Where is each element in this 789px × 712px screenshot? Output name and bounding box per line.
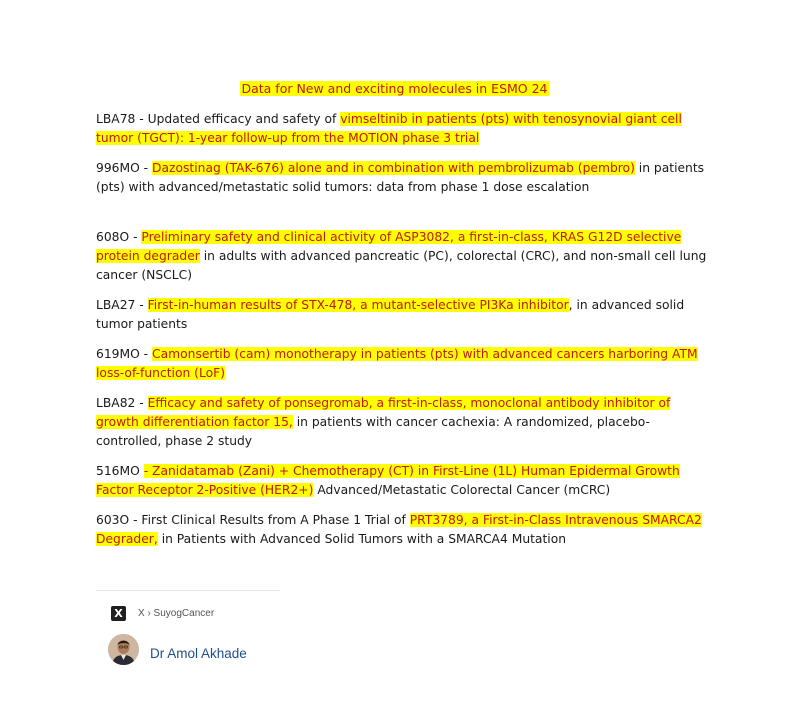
abstract-code: LBA27 xyxy=(96,298,136,312)
source-divider xyxy=(96,590,280,591)
abstract-text-tail: in patients with cancer cachexia: A randomized, placebo-controlled, phase 2 study xyxy=(96,415,650,448)
abstract-highlight: - Zanidatamab (Zani) + Chemotherapy (CT) in First-Line (1L) Human Epidermal Growth Factor Receptor 2-Positive (HER2+) xyxy=(96,464,680,497)
abstract-text: - First Clinical Results from A Phase 1 Trial of xyxy=(129,513,410,527)
abstract-entry-lba78 xyxy=(96,110,708,148)
abstract-entry-lba27 xyxy=(96,296,708,334)
abstract-text: - Updated efficacy and safety of xyxy=(135,112,341,126)
abstract-entry-516mo xyxy=(96,462,708,500)
abstract-code: 516MO xyxy=(96,464,140,478)
abstract-text-tail: , in advanced solid tumor patients xyxy=(96,298,685,331)
abstract-highlight: Dazostinag (TAK-676) alone and in combination with pembrolizumab (pembro) xyxy=(152,161,635,175)
abstract-entry-619mo xyxy=(96,345,708,383)
abstract-text-tail: in adults with advanced pancreatic (PC), colorectal (CRC), and non-small cell lung cancer (NSCLC) xyxy=(96,249,707,282)
document-title-text: Data for New and exciting molecules in ESMO 24 xyxy=(241,81,548,96)
source-link[interactable]: X › SuyogCancer xyxy=(138,608,215,619)
abstract-entry-603o xyxy=(96,511,708,549)
abstract-entry-lba82 xyxy=(96,394,708,451)
abstract-entry-608o xyxy=(96,228,708,285)
author-name-link[interactable]: Dr Amol Akhade xyxy=(150,646,247,661)
document-title xyxy=(0,81,789,97)
abstract-code: LBA78 xyxy=(96,112,136,126)
abstract-highlight: PRT3789, a First-in-Class Intravenous SMARCA2 Degrader, xyxy=(96,513,702,546)
abstract-highlight: vimseltinib in patients (pts) with tenosynovial giant cell tumor (TGCT): 1-year follow-up from the MOTION phase 3 trial xyxy=(96,112,682,145)
abstract-text-tail: in Patients with Advanced Solid Tumors with a SMARCA4 Mutation xyxy=(157,532,567,546)
abstract-text-tail: in patients (pts) with advanced/metastatic solid tumors: data from phase 1 dose escalation xyxy=(96,161,705,194)
abstract-highlight: Efficacy and safety of ponsegromab, a first-in-class, monoclonal antibody inhibitor of growth differentiation factor 15, xyxy=(96,396,671,429)
abstract-code: 996MO xyxy=(96,161,140,175)
x-logo-icon: X xyxy=(111,606,126,621)
abstract-highlight: Camonsertib (cam) monotherapy in patients (pts) with advanced cancers harboring ATM loss-of-function (LoF) xyxy=(96,347,698,380)
abstract-code: 608O xyxy=(96,230,130,244)
author-avatar[interactable] xyxy=(108,634,139,665)
abstract-text: - xyxy=(135,298,148,312)
abstract-entry-996mo xyxy=(96,159,708,197)
abstract-code: 603O xyxy=(96,513,130,527)
abstract-text: - xyxy=(129,230,142,244)
abstract-text: - xyxy=(135,396,148,410)
avatar-person-icon xyxy=(108,634,139,665)
abstract-text: - xyxy=(139,347,153,361)
abstract-text: - xyxy=(139,161,153,175)
abstract-highlight: Preliminary safety and clinical activity of ASP3082, a first-in-class, KRAS G12D selective protein degrader xyxy=(96,230,682,263)
abstract-code: 619MO xyxy=(96,347,140,361)
abstract-highlight: First-in-human results of STX-478, a mutant-selective PI3Ka inhibitor xyxy=(147,298,569,312)
abstract-code: LBA82 xyxy=(96,396,136,410)
abstract-text-tail: Advanced/Metastatic Colorectal Cancer (mCRC) xyxy=(313,483,611,497)
